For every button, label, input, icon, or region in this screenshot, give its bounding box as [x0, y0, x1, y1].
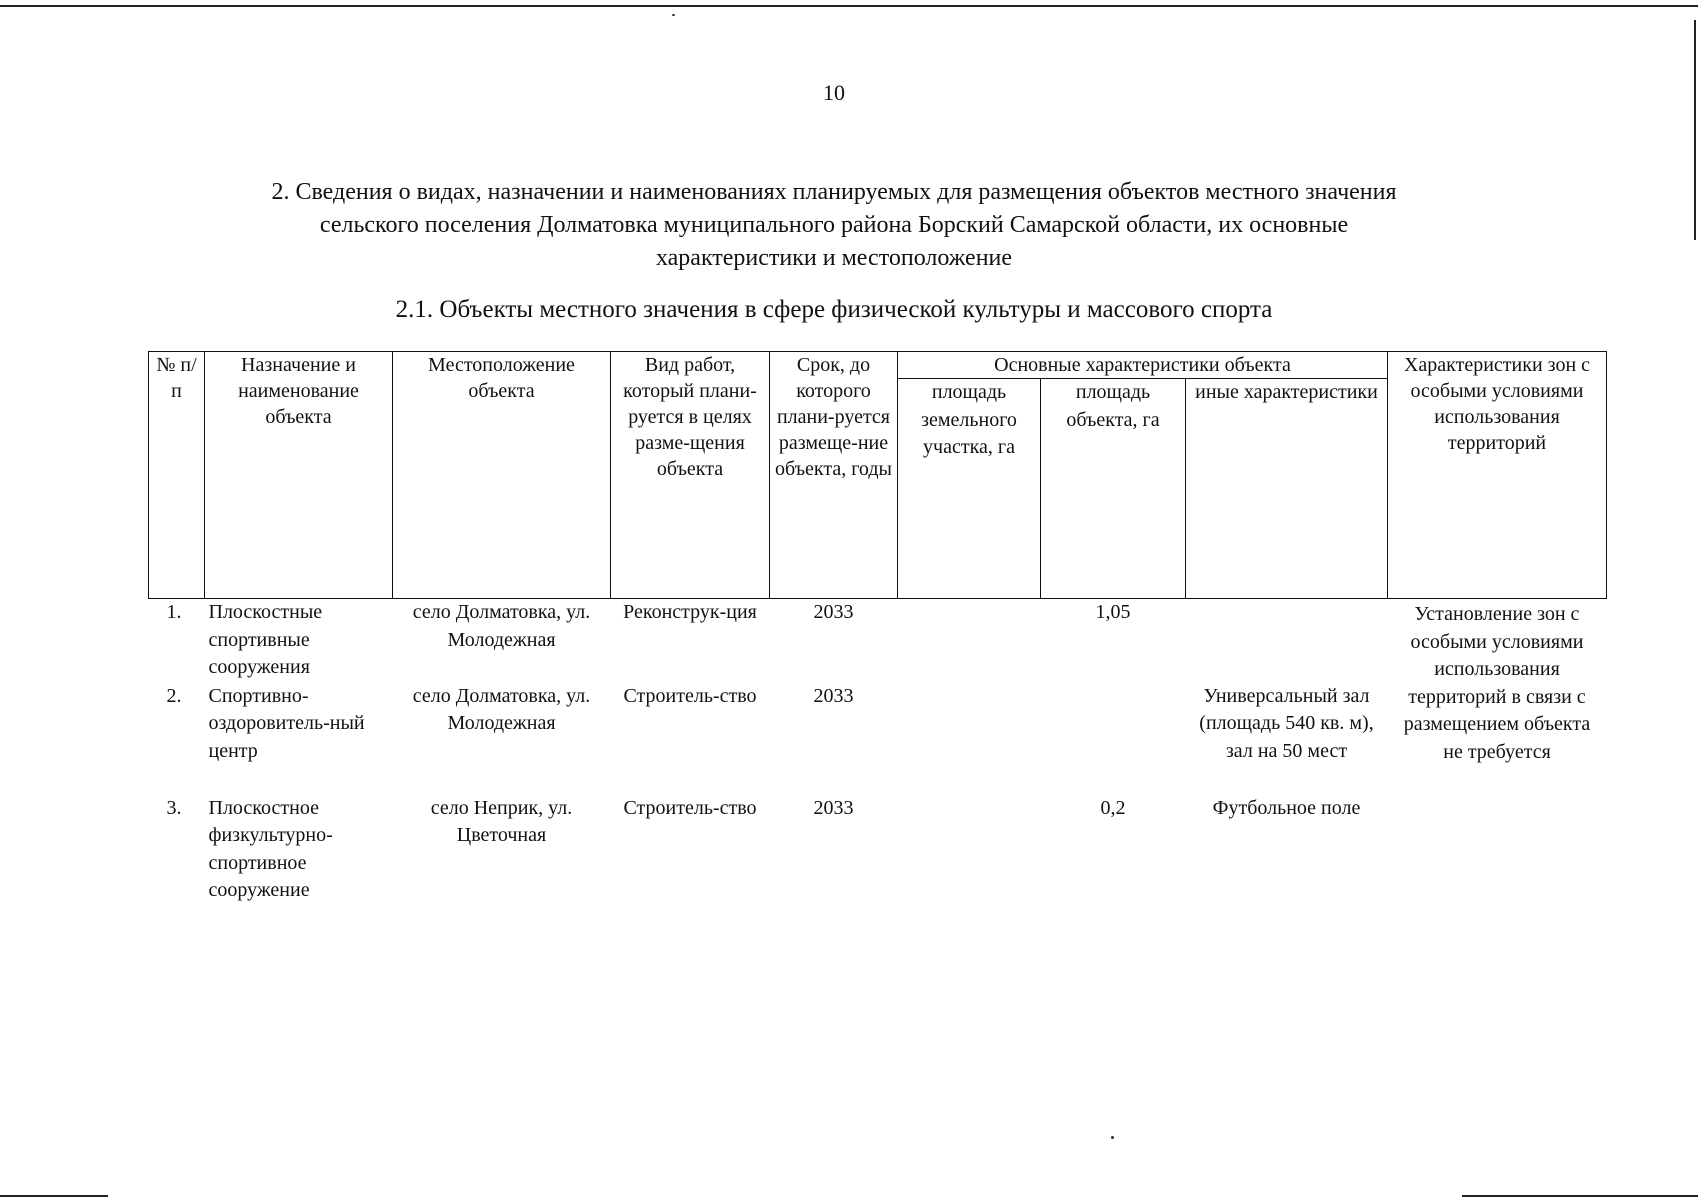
row-other — [1186, 599, 1388, 683]
section-title-line: сельского поселения Долматовка муниципального района Борский Самарской области, их основные — [319, 212, 1349, 238]
header-land-area: площадь земельного участка, га — [898, 379, 1041, 599]
row-zones-note: Установление зон с особыми условиями использования территорий в связи с размещением объекта не требуется — [1403, 603, 1591, 763]
row-other: Футбольное поле — [1212, 796, 1361, 819]
header-location: Местоположение объекта — [393, 352, 611, 599]
row-land-area — [898, 683, 1041, 795]
row-object-area: 0,2 — [1100, 796, 1126, 819]
row-num: 1. — [166, 601, 182, 623]
speck — [672, 14, 675, 16]
scan-top-line — [0, 5, 1698, 7]
scan-bottom-right-line — [1462, 1195, 1698, 1197]
header-name: Назначение и наименование объекта — [205, 352, 393, 599]
header-num: № п/п — [149, 352, 205, 599]
row-name: Плоскостное физкультурно-спортивное сооружение — [208, 796, 333, 901]
row-name: Плоскостные спортивные сооружения — [208, 601, 323, 678]
row-work-type: Строитель-ство — [623, 796, 757, 819]
row-num: 2. — [166, 684, 182, 707]
scan-bottom-left-line — [0, 1195, 108, 1197]
objects-table — [148, 351, 1607, 907]
row-num: 3. — [166, 796, 182, 819]
row-object-area: 1,05 — [1095, 601, 1131, 623]
row-land-area — [898, 795, 1041, 907]
row-land-area — [898, 599, 1041, 683]
speck — [1111, 1136, 1114, 1139]
row-location: село Неприк, ул. Цветочная — [430, 796, 573, 846]
row-deadline: 2033 — [813, 796, 854, 819]
table-body — [149, 599, 1607, 907]
row-work-type: Реконструк-ция — [623, 601, 757, 623]
table-row — [149, 599, 1607, 683]
row-object-area — [1041, 683, 1186, 795]
header-work-type: Вид работ, который плани-руется в целях разме-щения объекта — [611, 352, 770, 599]
row-location: село Долматовка, ул. Молодежная — [412, 684, 591, 734]
header-zones: Характеристики зон с особыми условиями использования территорий — [1388, 352, 1607, 599]
section-title-line: характеристики и местоположение — [655, 245, 1013, 271]
header-main-characteristics: Основные характеристики объекта — [898, 352, 1388, 379]
row-deadline: 2033 — [813, 601, 854, 623]
table-header — [149, 352, 1607, 599]
header-other: иные характеристики — [1186, 379, 1388, 599]
row-other: Универсальный зал (площадь 540 кв. м), зал на 50 мест — [1199, 684, 1374, 762]
header-object-area: площадь объекта, га — [1041, 379, 1186, 599]
row-deadline: 2033 — [813, 684, 854, 707]
section-title-line: 2. Сведения о видах, назначении и наименованиях планируемых для размещения объектов местного значения — [271, 179, 1397, 205]
header-deadline: Срок, до которого плани-руется размеще-ние объекта, годы — [770, 352, 898, 599]
page-number: 10 — [823, 80, 845, 105]
row-location: село Долматовка, ул. Молодежная — [412, 601, 591, 651]
section-title — [150, 176, 1518, 275]
scan-right-edge — [1694, 20, 1696, 240]
row-name: Спортивно-оздоровитель-ный центр — [208, 684, 365, 762]
subsection-title: 2.1. Объекты местного значения в сфере физической культуры и массового спорта — [395, 296, 1273, 323]
row-work-type: Строитель-ство — [623, 684, 757, 707]
